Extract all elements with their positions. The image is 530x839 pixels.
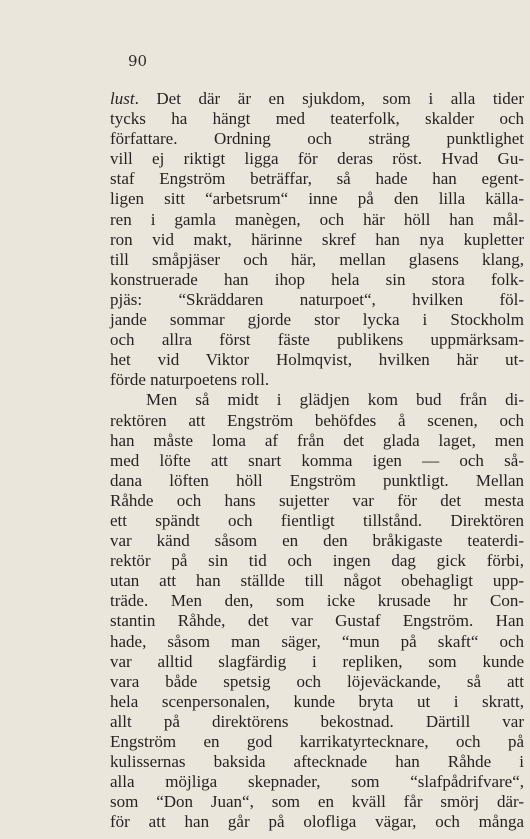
- text-line: [110, 411, 524, 431]
- line-text: ligen sitt “arbetsrum“ inne på den lilla källa-: [110, 189, 524, 209]
- line-text: tycks ha hängt med teaterfolk, skalder och: [110, 109, 524, 129]
- text-line: [110, 551, 524, 571]
- line-text: vara både spetsig och löjeväckande, så att: [110, 671, 524, 691]
- text-line: [110, 210, 524, 230]
- text-line: [110, 772, 524, 792]
- line-text: Engström en god karrikatyrtecknare, och på: [110, 732, 524, 751]
- text-line: [110, 230, 524, 250]
- line-text: ron vid makt, härinne skref han nya kupletter: [110, 229, 524, 249]
- line-text: Råhde och hans sujetter var för det mesta: [110, 490, 524, 510]
- line-text: och allra först fäste publikens uppmärksam-: [110, 330, 524, 350]
- line-text: som “Don Juan“, som en kväll får smörj där-: [110, 792, 524, 812]
- line-text: förde naturpoetens roll.: [110, 370, 270, 390]
- text-line: [110, 571, 524, 591]
- page-number: 90: [128, 52, 148, 70]
- line-text: var känd såsom en den bråkigaste teaterdi-: [110, 531, 524, 551]
- text-line: [110, 752, 524, 772]
- line-text: pjäs: “Skräddaren naturpoet“, hvilken föl-: [110, 289, 524, 309]
- line-text: ren i gamla manègen, och här höll han mål-: [110, 209, 524, 229]
- text-line: [110, 451, 524, 471]
- line-text: utan att han ställde till något obehagligt upp-: [110, 571, 524, 591]
- text-line: [110, 390, 524, 410]
- text-line: [110, 109, 524, 129]
- body-text: [110, 89, 524, 832]
- text-line: [110, 169, 524, 189]
- line-text: jande sommar gjorde stor lycka i Stockholm: [110, 310, 524, 330]
- line-text: . Det där är en sjukdom, som i alla tider: [134, 89, 524, 108]
- text-line: [110, 732, 524, 752]
- line-text: rektören att Engström behöfdes å scenen, och: [110, 410, 524, 430]
- line-text: vill ej riktigt ligga för deras röst. Hvad Gu-: [110, 149, 524, 169]
- text-line: [110, 290, 524, 310]
- line-text: författare. Ordning och sträng punktlighet: [110, 129, 524, 149]
- line-text: konstruerade han ihop hela sin stora folk-: [110, 269, 524, 289]
- text-line: [110, 812, 524, 832]
- text-line: [110, 672, 524, 692]
- text-line: [110, 712, 524, 732]
- text-line: [110, 611, 524, 631]
- text-line: [110, 511, 524, 531]
- text-line: [110, 330, 524, 350]
- text-line: [110, 652, 524, 672]
- text-line: [110, 632, 524, 652]
- text-line: [110, 89, 524, 109]
- text-line: [110, 370, 524, 390]
- line-text: alla möjliga skepnader, som “slafpådrifvare“,: [110, 772, 524, 792]
- line-text: till småpjäser och här, mellan glasens klang,: [110, 249, 524, 269]
- text-line: [110, 149, 524, 169]
- line-text: ett spändt och fientligt tillstånd. Direktören: [110, 510, 524, 530]
- line-text: hade, såsom man säger, “mun på skaft“ och: [110, 631, 524, 651]
- line-text: för att han går på olofliga vägar, och många: [110, 812, 524, 832]
- line-text: kulissernas baksida aftecknade han Råhde i: [110, 752, 524, 772]
- text-line: [110, 270, 524, 290]
- line-text: träde. Men den, som icke krusade hr Con-: [110, 591, 524, 611]
- line-text: staf Engström beträffar, så hade han egent-: [110, 169, 524, 189]
- line-text: stantin Råhde, det var Gustaf Engström. Han: [110, 611, 524, 631]
- text-line: [110, 491, 524, 511]
- text-line: [110, 792, 524, 812]
- text-line: [110, 129, 524, 149]
- text-line: [110, 471, 524, 491]
- text-line: [110, 310, 524, 330]
- line-text: hela scenpersonalen, kunde bryta ut i skratt,: [110, 691, 524, 711]
- text-line: [110, 250, 524, 270]
- line-text: var alltid slagfärdig i repliken, som kunde: [110, 651, 524, 671]
- line-text: han måste loma af från det glada laget, men: [110, 430, 524, 450]
- line-text: dana löften höll Engström punktligt. Mellan: [110, 470, 524, 490]
- text-line: [110, 431, 524, 451]
- text-line: [110, 350, 524, 370]
- line-text: rektör på sin tid och ingen dag gick förbi,: [110, 551, 524, 571]
- line-text: med löfte att snart komma igen — och så-: [110, 450, 524, 470]
- text-line: [110, 591, 524, 611]
- text-line: [110, 189, 524, 209]
- italic-word: lust: [110, 89, 135, 108]
- line-text: het vid Viktor Holmqvist, hvilken här ut-: [110, 350, 524, 370]
- line-text: Men så midt i glädjen kom bud från di-: [146, 390, 524, 410]
- text-line: [110, 692, 524, 712]
- text-line: [110, 531, 524, 551]
- line-text: allt på direktörens bekostnad. Därtill var: [110, 711, 524, 731]
